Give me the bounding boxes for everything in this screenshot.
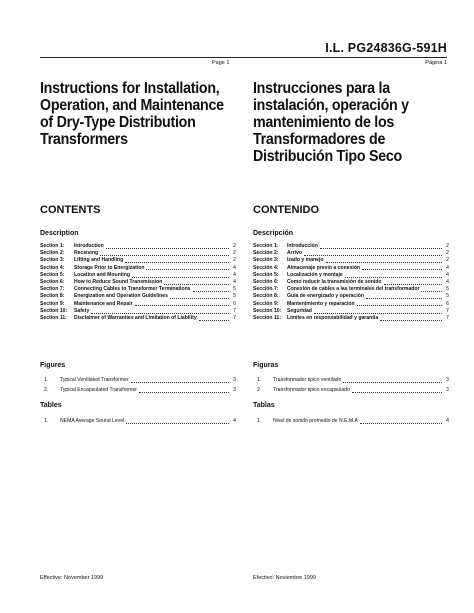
figures-heading-es: Figuras [253,362,279,369]
toc-section-number: Sección 10: [253,307,282,314]
toc-page-number: 2 [446,250,449,257]
table-page-number: 4 [446,418,449,424]
toc-entry [40,272,236,279]
toc-page-number: 4 [446,264,449,271]
toc-entry [253,265,449,272]
toc-section-title: Guía de energizado y operación [287,293,364,300]
toc-page-number: 7 [233,315,236,322]
toc-page-number: 4 [233,264,236,271]
toc-section-title: Maintenance and Repair [74,300,133,307]
toc-section-title: Receiving [74,250,99,257]
description-heading-es: Descripción [253,230,294,237]
table-number: 1. [44,418,49,424]
table-title: Nivel de sonido promedio de N.E.M.A [273,418,358,424]
toc-section-number: Section 2: [40,250,65,257]
description-heading-en: Description [40,230,79,237]
toc-section-number: Section 10: [40,307,68,314]
dot-leader [164,284,229,285]
dot-leader [135,305,229,306]
toc-page-number: 5 [233,293,236,300]
toc-section-number: Section 11: [40,315,67,322]
toc-page-number: 6 [446,300,449,307]
dot-leader [343,382,442,383]
figure-title: Typical Encapsulated Transformer [60,387,138,393]
toc-section-title: Disclaimer of Warranties and Limitation of Liability [74,315,197,322]
page-label-en: Page 1 [212,60,230,66]
tables-heading-es: Tablas [253,402,275,409]
toc-section-number: Section 8: [40,293,65,300]
figure-number: 2. [257,387,262,393]
toc-entry [253,272,449,279]
figure-number: 1. [44,377,49,383]
toc-entry [253,286,449,293]
dot-leader [326,262,442,263]
toc-section-title: Connecting Cables to Transformer Terminations [74,286,191,293]
toc-section-number: Section 5: [40,271,65,278]
toc-section-number: Sección 4: [253,264,279,271]
toc-entry [40,293,236,300]
toc-section-title: Safety [74,307,90,314]
toc-section-title: Location and Mounting [74,271,131,278]
toc-section-number: Sección 3: [253,257,279,264]
toc-section-title: Storage Prior to Energization [74,264,145,271]
toc-section-title: Límites en responsabilidad y garantía [287,315,379,322]
figure-entry [40,385,236,395]
toc-entry [40,286,236,293]
dot-leader [314,313,442,314]
toc-entry [40,315,236,322]
dot-leader [199,320,229,321]
toc-entry [253,257,449,264]
footer-effective-en: Effective: November 1999 [40,575,104,581]
figure-entry [40,375,236,385]
toc-section-title: Izado y manejo [287,257,324,264]
dot-leader [345,277,442,278]
figure-page-number: 3 [233,377,236,383]
dot-leader [193,291,229,292]
table-title: NEMA Average Sound Level [60,418,125,424]
toc-entry [40,301,236,308]
toc-section-title: Seguridad [287,307,312,314]
toc-page-number: 7 [233,307,236,314]
toc-entry [40,279,236,286]
figure-title: Typical Ventilated Transformer [60,377,129,383]
dot-leader [360,423,442,424]
toc-section-title: Energization and Operation Guidelines [74,293,168,300]
toc-entry [253,315,449,322]
toc-section-number: Section 3: [40,257,65,264]
toc-section-title: How to Reduce Sound Transmission [74,279,163,286]
toc-page-number: 2 [233,250,236,257]
dot-leader [352,392,442,393]
figure-page-number: 3 [446,387,449,393]
toc-entry [40,257,236,264]
toc-section-number: Sección 1: [253,243,279,249]
toc-section-number: Section 6: [40,279,65,286]
toc-section-number: Sección 11: [253,315,282,322]
toc-page-number: 2 [233,257,236,264]
toc-section-number: Sección 5: [253,271,279,278]
table-entry [40,416,236,426]
toc-page-number: 7 [446,307,449,314]
tables-list-en [40,416,236,426]
title-en-block [40,80,233,148]
toc-section-number: Sección 9: [253,300,279,307]
toc-section-number: Section 9: [40,300,65,307]
dot-leader [170,298,229,299]
dot-leader [132,277,229,278]
toc-entry [253,308,449,315]
toc-entry [40,250,236,257]
toc-section-number: Sección 2: [253,250,279,257]
toc-entry [40,243,236,250]
header-rule [40,57,447,58]
toc-section-title: Introducción [287,243,318,249]
toc-page-number: 2 [446,257,449,264]
dot-leader [91,313,229,314]
dot-leader [304,255,442,256]
title-en: Instructions for Installation, Operation, and Maintenance of Dry-Type Distribution Transformers [40,80,224,148]
toc-entry [253,243,449,250]
figures-list-es [253,375,449,395]
toc-list-es [253,243,449,322]
toc-page-number: 5 [446,293,449,300]
document-number: I.L. PG24836G-591H [325,41,447,55]
dot-leader [126,423,229,424]
toc-page-number: 6 [233,300,236,307]
figure-page-number: 3 [233,387,236,393]
table-page-number: 4 [233,418,236,424]
toc-page-number: 5 [446,286,449,293]
toc-entry [253,279,449,286]
toc-page-number: 2 [233,243,236,249]
title-es-block [253,80,446,165]
title-es: Instrucciones para la instalación, operación y mantenimiento de los Transformadores de Distribución Tipo Seco [253,80,409,165]
toc-section-title: Localización y montaje [287,271,343,278]
table-entry [253,416,449,426]
tables-list-es [253,416,449,426]
toc-page-number: 4 [233,271,236,278]
toc-section-number: Section 7: [40,286,65,293]
dot-leader [320,248,442,249]
figure-number: 1. [257,377,262,383]
toc-section-title: Mantenimiento y reparación [287,300,355,307]
figure-title: Transformador tipico ventilado [273,377,342,383]
toc-page-number: 5 [233,286,236,293]
dot-leader [357,305,442,306]
toc-section-number: Sección 7: [253,286,279,293]
tables-heading-en: Tables [40,402,62,409]
toc-section-number: Sección 8: [253,293,279,300]
page-label-es: Página 1 [425,60,447,66]
dot-leader [362,269,442,270]
toc-section-title: Introduction [74,243,104,249]
dot-leader [366,298,442,299]
toc-page-number: 2 [446,243,449,249]
figures-list-en [40,375,236,395]
figure-title: Transformador tipico encapsulado [273,387,350,393]
toc-page-number: 4 [446,271,449,278]
toc-page-number: 4 [446,279,449,286]
toc-entry [40,265,236,272]
toc-section-title: Arrivo [287,250,303,257]
toc-entry [253,250,449,257]
toc-section-title: Almacenaje previo a conexión [287,264,361,271]
footer-effective-es: Efectivo: Noviembre 1999 [253,575,316,581]
toc-entry [253,301,449,308]
contents-heading-en: CONTENTS [40,204,101,216]
dot-leader [106,248,229,249]
table-number: 1. [257,418,262,424]
dot-leader [146,269,229,270]
toc-section-title: Como reducir la transmisión de sonido [287,279,382,286]
toc-section-title: Lifting and Handling [74,257,124,264]
figure-entry [253,375,449,385]
toc-section-number: Section 1: [40,243,65,249]
dot-leader [380,320,442,321]
dot-leader [125,262,229,263]
toc-section-number: Sección 6: [253,279,279,286]
toc-list-en [40,243,236,322]
toc-page-number: 4 [233,279,236,286]
figure-page-number: 3 [446,377,449,383]
figure-entry [253,385,449,395]
dot-leader [384,284,442,285]
dot-leader [100,255,229,256]
toc-page-number: 7 [446,315,449,322]
toc-section-number: Section 4: [40,264,65,271]
dot-leader [139,392,229,393]
figures-heading-en: Figures [40,362,66,369]
dot-leader [131,382,229,383]
toc-section-title: Conexión de cables a las terminales del transformador [287,286,420,293]
toc-entry [40,308,236,315]
dot-leader [421,291,442,292]
figure-number: 2. [44,387,49,393]
toc-entry [253,293,449,300]
contents-heading-es: CONTENIDO [253,204,319,216]
